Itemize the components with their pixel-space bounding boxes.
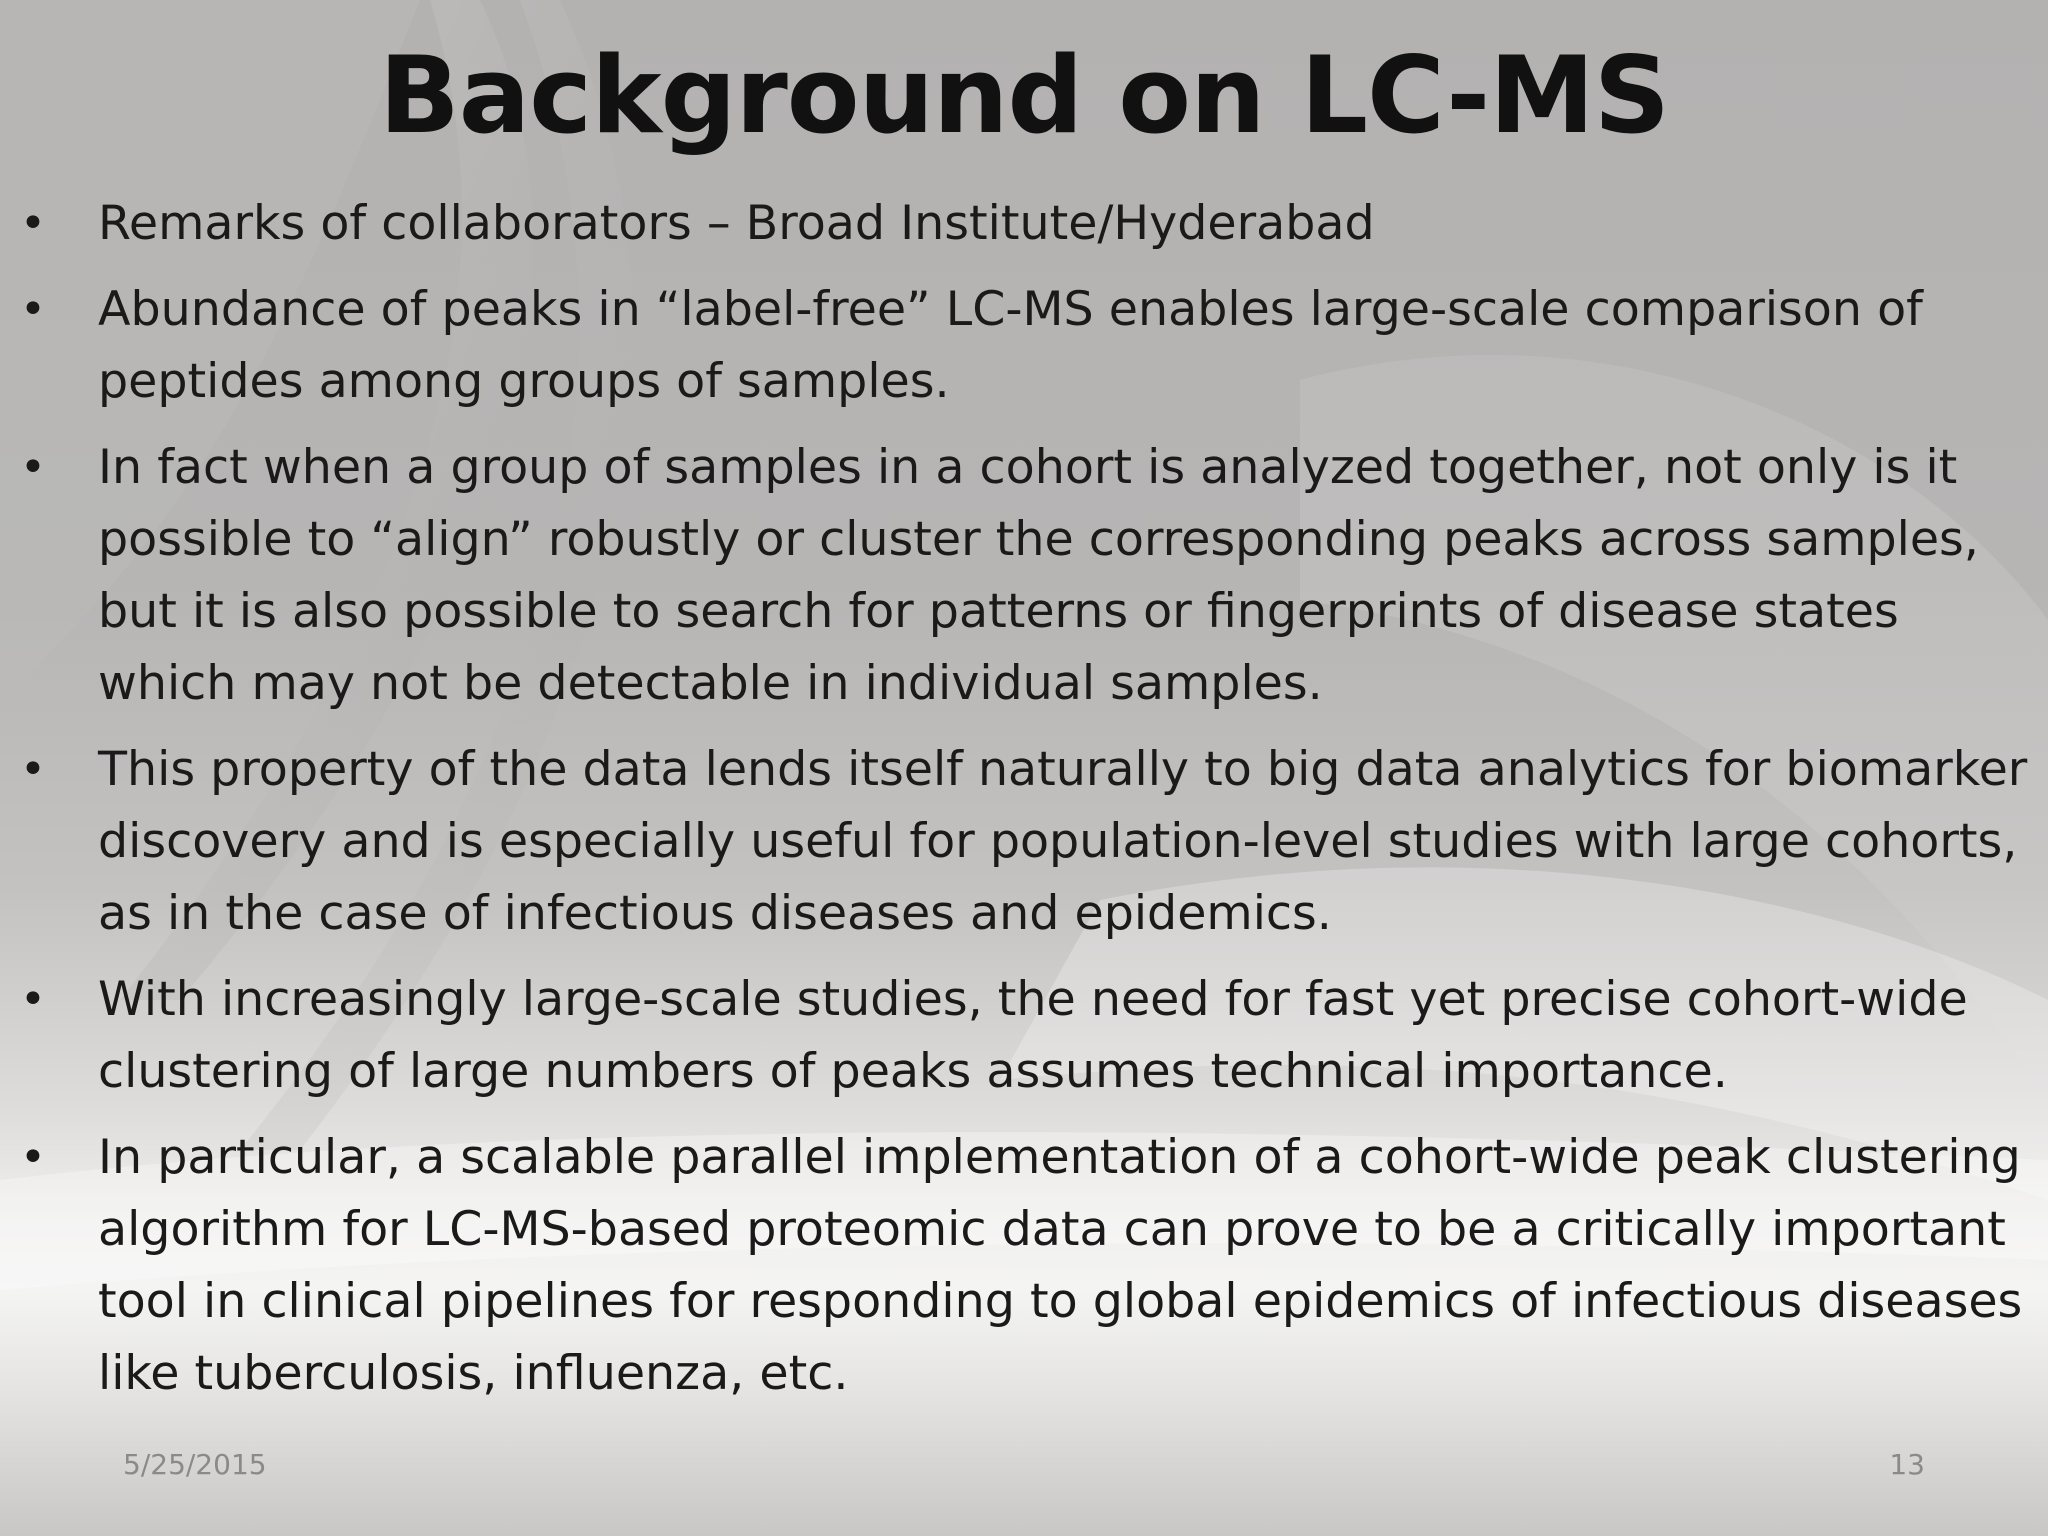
bullet-text: In fact when a group of samples in a cohort is analyzed together, not only is it possible to “align” robustly or cluster the corresponding peaks across samples, but it is also possible to search for patterns or fingerprints of disease states which may not be detectable in individual samples. <box>98 440 1979 711</box>
bullet-dot-icon: • <box>20 442 46 493</box>
bullet-dot-icon: • <box>20 744 46 795</box>
bullet-dot-icon: • <box>20 198 46 249</box>
slide-title: Background on LC-MS <box>378 34 1670 157</box>
bullet-dot-icon: • <box>20 974 46 1025</box>
bullet-text: This property of the data lends itself naturally to big data analytics for biomarker discovery and is especially useful for population-level studies with large cohorts, as in the case of infectious diseases and epidemics. <box>98 742 2028 941</box>
bullet-item <box>0 734 2048 950</box>
footer-date: 5/25/2015 <box>123 1448 267 1481</box>
bullet-text: In particular, a scalable parallel implementation of a cohort-wide peak clustering algorithm for LC-MS-based proteomic data can prove to be a critically important tool in clinical pipelines for responding to global epidemics of infectious diseases like tuberculosis, influenza, etc. <box>98 1130 2023 1401</box>
bullet-item <box>0 432 2048 720</box>
bullet-text: Remarks of collaborators – Broad Institute/Hyderabad <box>98 196 1375 251</box>
bullet-text: Abundance of peaks in “label-free” LC-MS enables large-scale comparison of peptides among groups of samples. <box>98 282 1923 409</box>
bullet-item <box>0 274 2048 418</box>
bullet-list <box>0 188 2048 1424</box>
bullet-dot-icon: • <box>20 1132 46 1183</box>
bullet-dot-icon: • <box>20 284 46 335</box>
bullet-item <box>0 964 2048 1108</box>
bullet-item <box>0 1122 2048 1410</box>
footer-page-number: 13 <box>1889 1448 1925 1481</box>
bullet-text: With increasingly large-scale studies, the need for fast yet precise cohort-wide clustering of large numbers of peaks assumes technical importance. <box>98 972 1968 1099</box>
bullet-item <box>0 188 2048 260</box>
